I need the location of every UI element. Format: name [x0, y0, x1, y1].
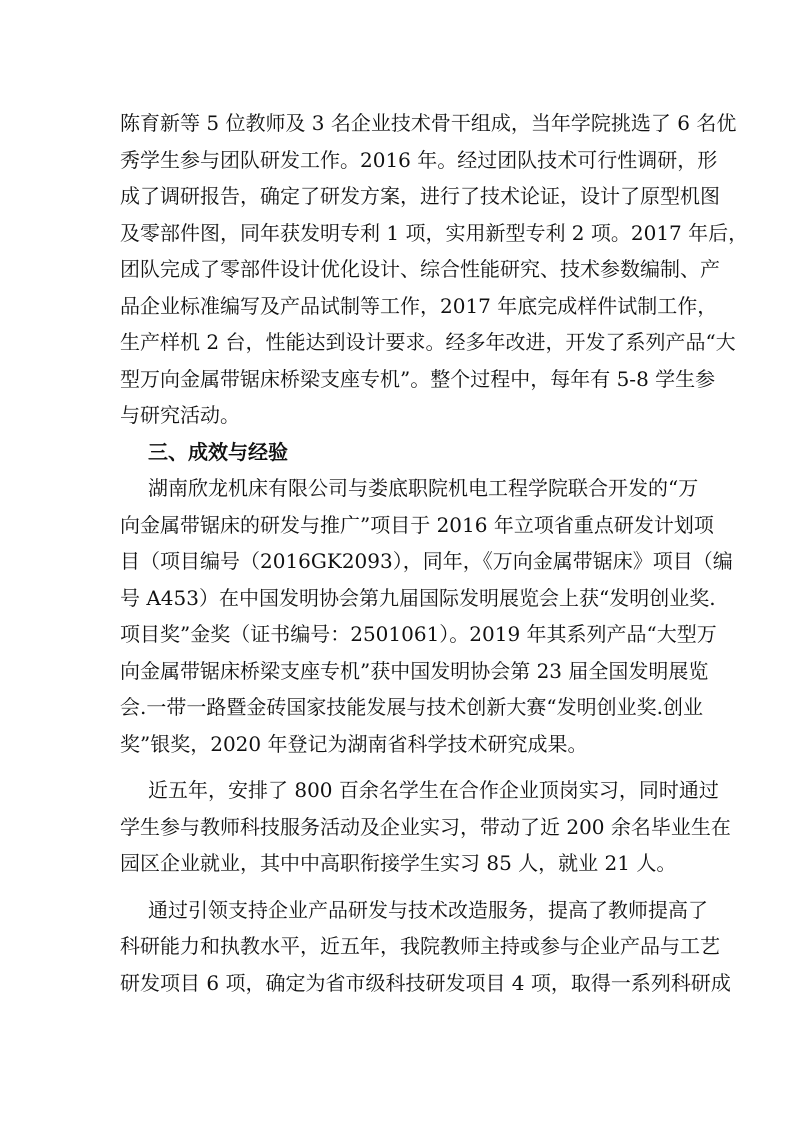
- text-line: 号 A453）在中国发明协会第九届国际发明展览会上获“发明创业奖.: [120, 585, 716, 610]
- text-line: 项目奖”金奖（证书编号：2501061）。2019 年其系列产品“大型万: [120, 622, 717, 646]
- paragraph-research-process: [120, 105, 749, 434]
- text-line: 向金属带锯床桥梁支座专机”获中国发明协会第 23 届全国发明展览: [120, 658, 709, 683]
- text-line: 奖”银奖，2020 年登记为湖南省科学技术研究成果。: [120, 731, 588, 756]
- paragraph-gap: [120, 762, 686, 772]
- text-line: 目（项目编号（2016GK2093），同年，《万向金属带锯床》项目（编: [120, 549, 733, 573]
- text-line: 及零部件图，同年获发明专利 1 项，实用新型专利 2 项。2017 年后，: [120, 220, 749, 245]
- document-body: [120, 105, 749, 1001]
- text-line: 向金属带锯床的研发与推广”项目于 2016 年立项省重点研发计划项: [120, 512, 714, 537]
- text-line: 秀学生参与团队研发工作。2016 年。经过团队技术可行性调研，形: [120, 147, 718, 172]
- text-line: 陈育新等 5 位教师及 3 名企业技术骨干组成，当年学院挑选了 6 名优: [120, 111, 737, 135]
- text-line: 通过引领支持企业产品研发与技术改造服务，提高了教师提高了: [148, 897, 708, 922]
- text-line: 近五年，安排了 800 百余名学生在合作企业顶岗实习，同时通过: [148, 778, 719, 802]
- text-line: 成了调研报告，确定了研发方案，进行了技术论证，设计了原型机图: [120, 184, 720, 208]
- text-line: 生产样机 2 台，性能达到设计要求。经多年改进，开发了系列产品“大: [120, 330, 736, 354]
- text-line: 学生参与教师科技服务活动及企业实习，带动了近 200 余名毕业生在: [120, 814, 731, 839]
- paragraph-teacher-research: [120, 892, 731, 1002]
- text-line: 品企业标准编写及产品试制等工作，2017 年底完成样件试制工作，: [120, 293, 718, 318]
- text-line: 型万向金属带锯床桥梁支座专机”。整个过程中，每年有 5-8 学生参: [120, 366, 716, 391]
- section-heading: 三、成效与经验: [148, 439, 288, 464]
- paragraph-internships: [120, 772, 731, 882]
- text-line: 科研能力和执教水平，近五年，我院教师主持或参与企业产品与工艺: [120, 934, 720, 958]
- paragraph-gap: [120, 882, 686, 892]
- text-line: 湖南欣龙机床有限公司与娄底职院机电工程学院联合开发的“万: [148, 476, 699, 500]
- text-line: 研发项目 6 项，确定为省市级科技研发项目 4 项，取得一系列科研成: [120, 970, 731, 995]
- text-line: 会.一带一路暨金砖国家技能发展与技术创新大赛“发明创业奖.创业: [120, 695, 703, 719]
- text-line: 园区企业就业，其中中高职衔接学生实习 85 人，就业 21 人。: [120, 851, 677, 875]
- text-line: 与研究活动。: [120, 403, 240, 427]
- paragraph-achievements: [120, 470, 733, 762]
- text-line: 团队完成了零部件设计优化设计、综合性能研究、技术参数编制、产: [120, 257, 720, 281]
